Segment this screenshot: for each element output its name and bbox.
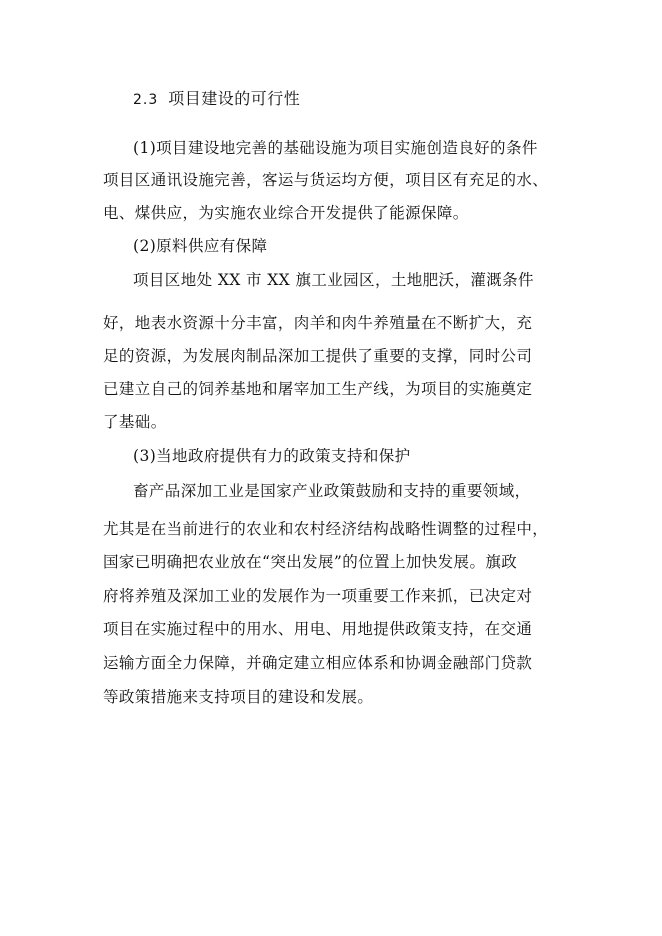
section-number: 2.3: [133, 92, 159, 108]
text-line: 等政策措施来支持项目的建设和发展。: [103, 688, 374, 706]
section-title: 项目建设的可行性: [168, 89, 301, 108]
text-line: 足的资源，为发展肉制品深加工提供了重要的支撑，同时公司: [103, 347, 533, 365]
text-line: 府将养殖及深加工业的发展作为一项重要工作来抓，已决定对: [103, 587, 533, 605]
text-line: 国家已明确把农业放在“突出发展”的位置上加快发展。旗政: [103, 553, 518, 571]
text-line: 电、煤供应，为实施农业综合开发提供了能源保障。: [103, 204, 469, 222]
text-line: 项目区通讯设施完善，客运与货运均方便，项目区有充足的水、: [103, 171, 549, 189]
text-line: 好，地表水资源十分丰富，肉羊和肉牛养殖量在不断扩大，充: [103, 314, 533, 332]
text-line: 了基础。: [103, 413, 167, 431]
text-line: 项目在实施过程中的用水、用电、用地提供政策支持，在交通: [103, 620, 533, 638]
text-line: (3)当地政府提供有力的政策支持和保护: [133, 447, 411, 465]
text-line: 尤其是在当前进行的农业和农村经济结构战略性调整的过程中，: [103, 520, 549, 538]
text-line: 已建立自己的饲养基地和屠宰加工生产线，为项目的实施奠定: [103, 380, 533, 398]
text-line: (2)原料供应有保障: [133, 237, 268, 255]
text-line: 畜产品深加工业是国家产业政策鼓励和支持的重要领域，: [133, 482, 531, 500]
section-heading: [133, 88, 300, 111]
text-line: (1)项目建设地完善的基础设施为项目实施创造良好的条件: [133, 139, 538, 157]
text-line: 运输方面全力保障，并确定建立相应体系和协调金融部门贷款: [103, 654, 533, 672]
text-line: 项目区地处 XX 市 XX 旗工业园区，土地肥沃，灌溉条件: [133, 271, 534, 289]
